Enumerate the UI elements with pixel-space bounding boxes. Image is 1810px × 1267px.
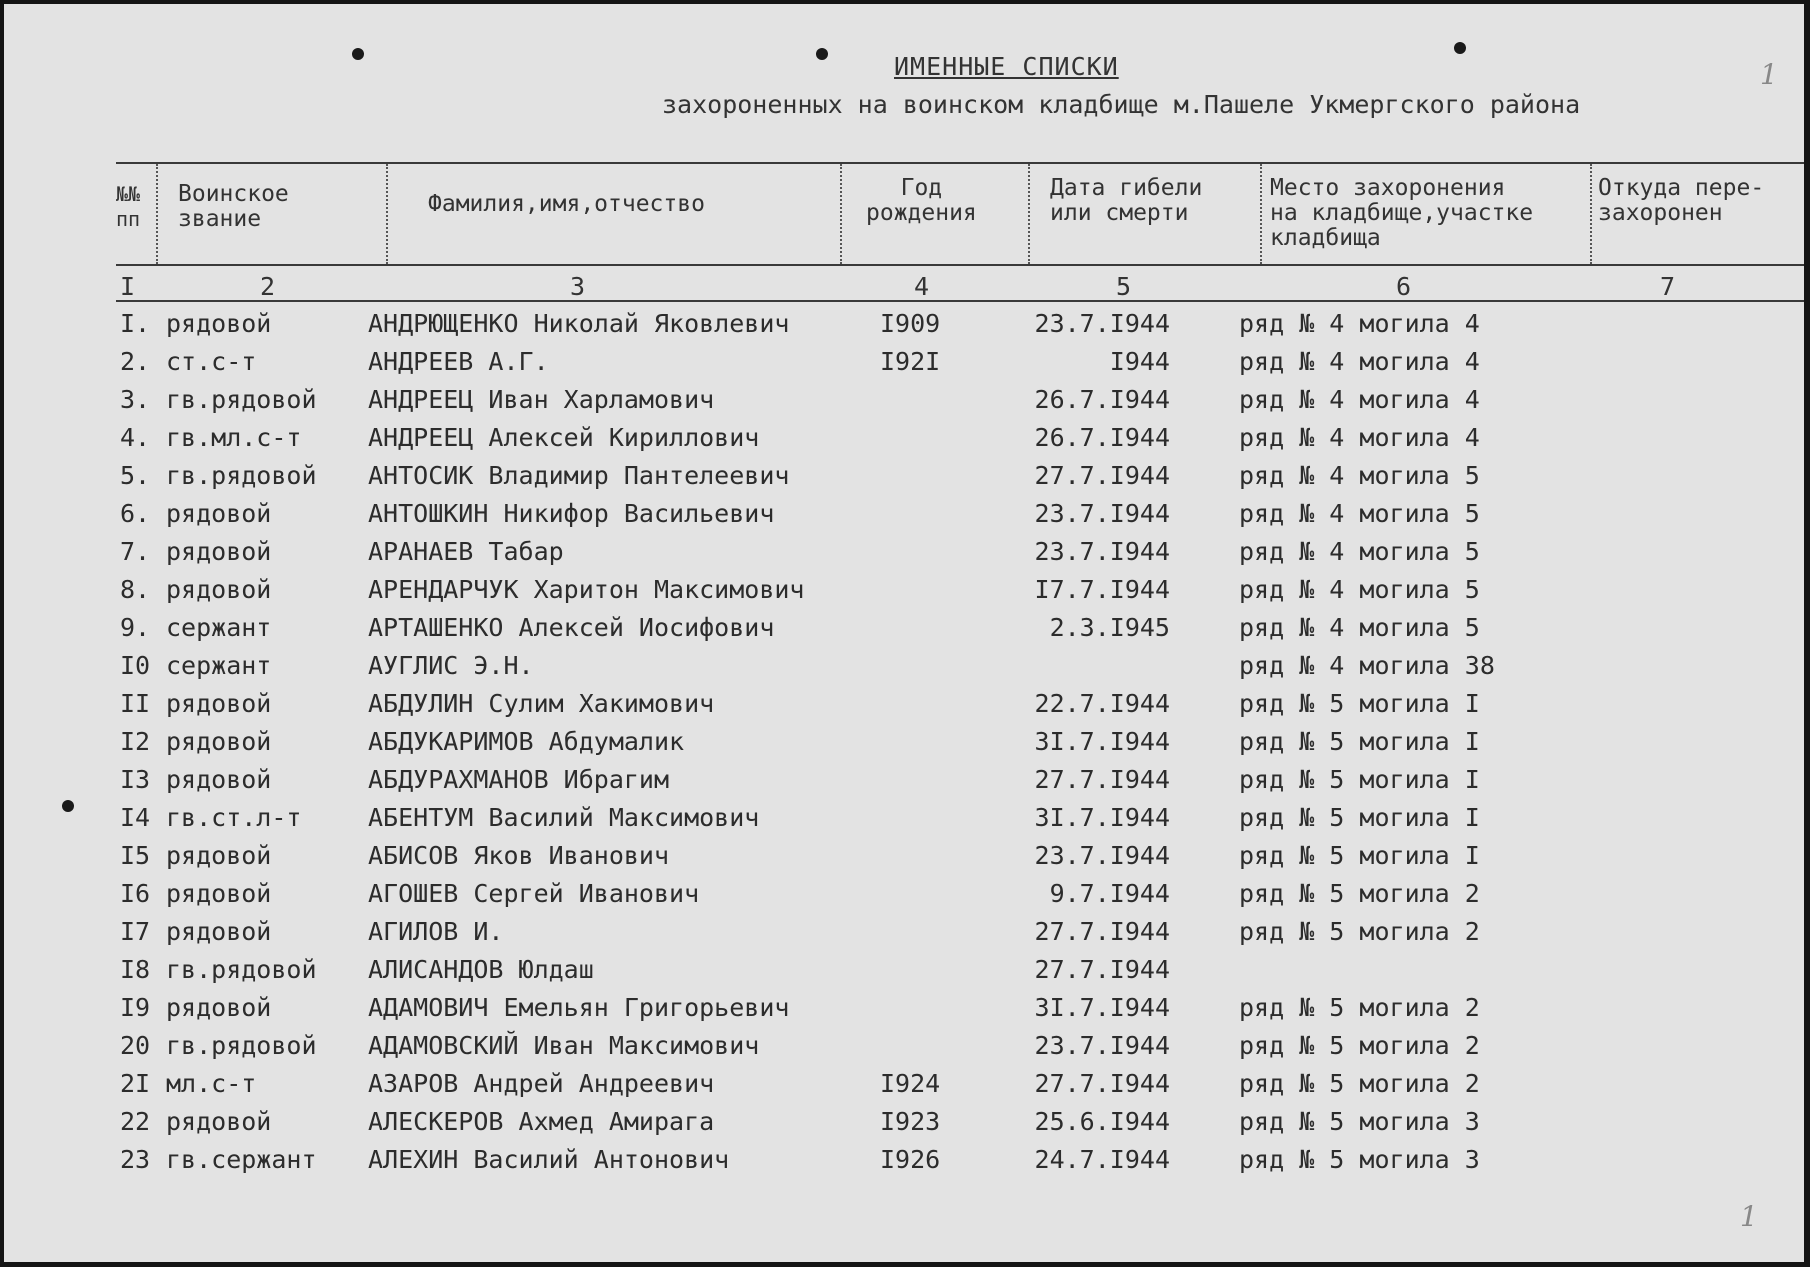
row-number: I7 <box>120 917 151 946</box>
row-number: I6 <box>120 879 151 908</box>
punch-hole-center <box>816 48 828 60</box>
col-separator <box>386 164 388 264</box>
col-separator <box>1028 164 1030 264</box>
row-number: 20 <box>120 1031 151 1060</box>
table-row <box>4 993 1804 1031</box>
table-colnum-rule <box>116 300 1804 302</box>
row-number: 7. <box>120 537 151 566</box>
row-name: АГОШЕВ Сергей Иванович <box>368 879 700 908</box>
table-header-rule <box>116 264 1804 266</box>
row-burial-place: ряд № 4 могила 4 <box>1239 385 1480 414</box>
row-burial-place: ряд № 5 могила I <box>1239 765 1480 794</box>
row-birth-year: I926 <box>880 1145 941 1174</box>
row-birth-year: I924 <box>880 1069 941 1098</box>
row-rank: ст.с-т <box>166 347 257 376</box>
row-number: 2I <box>120 1069 151 1098</box>
row-burial-place: ряд № 5 могила 2 <box>1239 1069 1480 1098</box>
table-row <box>4 841 1804 879</box>
row-name: АРАНАЕВ Табар <box>368 537 564 566</box>
row-number: 4. <box>120 423 151 452</box>
table-row <box>4 803 1804 841</box>
row-name: АБДУРАХМАНОВ Ибрагим <box>368 765 670 794</box>
row-number: II <box>120 689 151 718</box>
row-rank: гв.рядовой <box>166 1031 317 1060</box>
row-name: АДАМОВСКИЙ Иван Максимович <box>368 1031 760 1060</box>
row-rank: гв.сержант <box>166 1145 317 1174</box>
row-number: 23 <box>120 1145 151 1174</box>
punch-hole-left <box>352 48 364 60</box>
row-burial-place: ряд № 5 могила 2 <box>1239 993 1480 1022</box>
row-name: АРЕНДАРЧУК Харитон Максимович <box>368 575 805 604</box>
row-name: АЗАРОВ Андрей Андреевич <box>368 1069 715 1098</box>
row-burial-place: ряд № 5 могила I <box>1239 841 1480 870</box>
page-number-top: 1 <box>1760 58 1778 91</box>
row-name: АРТАШЕНКО Алексей Иосифович <box>368 613 775 642</box>
table-row <box>4 613 1804 651</box>
row-death-date: 23.7.I944 <box>1034 537 1170 566</box>
row-rank: сержант <box>166 651 272 680</box>
row-death-date: 9.7.I944 <box>1049 879 1170 908</box>
row-death-date: 27.7.I944 <box>1034 1069 1170 1098</box>
row-burial-place: ряд № 4 могила 4 <box>1239 347 1480 376</box>
table-row <box>4 1069 1804 1107</box>
table-row <box>4 689 1804 727</box>
table-row <box>4 537 1804 575</box>
row-burial-place: ряд № 4 могила 38 <box>1239 651 1495 680</box>
row-number: I3 <box>120 765 151 794</box>
row-death-date: 22.7.I944 <box>1034 689 1170 718</box>
col-separator <box>1260 164 1262 264</box>
row-number: 9. <box>120 613 151 642</box>
row-name: АЛЕСКЕРОВ Ахмед Амирага <box>368 1107 715 1136</box>
row-name: АБЕНТУМ Василий Максимович <box>368 803 760 832</box>
row-death-date: 27.7.I944 <box>1034 461 1170 490</box>
row-rank: рядовой <box>166 575 272 604</box>
row-death-date: 23.7.I944 <box>1034 1031 1170 1060</box>
table-row <box>4 651 1804 689</box>
table-row <box>4 1031 1804 1069</box>
col-header-origin: Откуда пере- захоронен <box>1598 175 1765 226</box>
row-rank: рядовой <box>166 765 272 794</box>
col-header-place: Место захоронения на кладбище,участке кладбища <box>1270 175 1534 251</box>
row-name: АДАМОВИЧ Емельян Григорьевич <box>368 993 790 1022</box>
row-burial-place: ряд № 5 могила 3 <box>1239 1107 1480 1136</box>
row-name: АЛИСАНДОВ Юлдаш <box>368 955 594 984</box>
col-number-5: 5 <box>1116 272 1132 301</box>
row-burial-place: ряд № 4 могила 5 <box>1239 461 1480 490</box>
row-number: 3. <box>120 385 151 414</box>
row-death-date: 2.3.I945 <box>1049 613 1170 642</box>
row-name: АГИЛОВ И. <box>368 917 504 946</box>
row-rank: рядовой <box>166 727 272 756</box>
table-row <box>4 955 1804 993</box>
row-death-date: 3I.7.I944 <box>1034 803 1170 832</box>
table-row <box>4 499 1804 537</box>
table-row <box>4 309 1804 347</box>
row-rank: рядовой <box>166 499 272 528</box>
table-top-rule <box>116 162 1804 164</box>
row-death-date: 3I.7.I944 <box>1034 993 1170 1022</box>
row-number: I9 <box>120 993 151 1022</box>
row-burial-place: ряд № 4 могила 5 <box>1239 499 1480 528</box>
row-number: I. <box>120 309 151 338</box>
col-separator <box>1590 164 1592 264</box>
row-rank: рядовой <box>166 689 272 718</box>
row-number: I4 <box>120 803 151 832</box>
row-burial-place: ряд № 4 могила 4 <box>1239 309 1480 338</box>
row-rank: гв.рядовой <box>166 955 317 984</box>
row-death-date: 27.7.I944 <box>1034 955 1170 984</box>
col-header-year: Год рождения <box>866 175 977 226</box>
document-sheet <box>4 4 1804 1262</box>
table-row <box>4 1145 1804 1183</box>
row-number: I5 <box>120 841 151 870</box>
row-death-date: I7.7.I944 <box>1034 575 1170 604</box>
col-header-date: Дата гибели или смерти <box>1050 175 1203 226</box>
col-separator <box>156 164 158 264</box>
row-death-date: 23.7.I944 <box>1034 841 1170 870</box>
col-header-number: №№ пп <box>116 182 141 231</box>
row-burial-place: ряд № 5 могила 2 <box>1239 879 1480 908</box>
row-burial-place: ряд № 5 могила I <box>1239 803 1480 832</box>
col-separator <box>840 164 842 264</box>
col-header-rank: Воинское звание <box>178 181 289 232</box>
row-name: АНТОШКИН Никифор Васильевич <box>368 499 775 528</box>
col-number-6: 6 <box>1396 272 1412 301</box>
row-birth-year: I923 <box>880 1107 941 1136</box>
col-number-4: 4 <box>914 272 930 301</box>
row-burial-place: ряд № 5 могила I <box>1239 689 1480 718</box>
row-death-date: 26.7.I944 <box>1034 385 1170 414</box>
row-name: АНТОСИК Владимир Пантелеевич <box>368 461 790 490</box>
table-row <box>4 727 1804 765</box>
row-burial-place: ряд № 5 могила 3 <box>1239 1145 1480 1174</box>
row-number: 2. <box>120 347 151 376</box>
col-header-name: Фамилия,имя,отчество <box>428 191 705 217</box>
row-rank: рядовой <box>166 879 272 908</box>
row-name: АБДУКАРИМОВ Абдумалик <box>368 727 685 756</box>
row-name: АБИСОВ Яков Иванович <box>368 841 670 870</box>
row-death-date: 24.7.I944 <box>1034 1145 1170 1174</box>
page-title: ИМЕННЫЕ СПИСКИ <box>894 52 1119 81</box>
row-number: 8. <box>120 575 151 604</box>
row-name: АНДРЕЕВ А.Г. <box>368 347 549 376</box>
row-name: АНДРЮЩЕНКО Николай Яковлевич <box>368 309 790 338</box>
page-mark-bottom: 1 <box>1740 1200 1758 1233</box>
row-burial-place: ряд № 4 могила 4 <box>1239 423 1480 452</box>
row-death-date: I944 <box>1109 347 1170 376</box>
row-rank: гв.ст.л-т <box>166 803 302 832</box>
row-rank: гв.рядовой <box>166 385 317 414</box>
col-number-3: 3 <box>570 272 586 301</box>
row-burial-place: ряд № 4 могила 5 <box>1239 537 1480 566</box>
row-death-date: 23.7.I944 <box>1034 499 1170 528</box>
row-number: I0 <box>120 651 151 680</box>
row-name: АЛЕХИН Василий Антонович <box>368 1145 730 1174</box>
row-birth-year: I909 <box>880 309 941 338</box>
row-rank: гв.рядовой <box>166 461 317 490</box>
row-burial-place: ряд № 4 могила 5 <box>1239 613 1480 642</box>
table-row <box>4 385 1804 423</box>
row-name: АНДРЕЕЦ Иван Харламович <box>368 385 715 414</box>
punch-hole-right <box>1454 42 1466 54</box>
table-row <box>4 423 1804 461</box>
row-rank: мл.с-т <box>166 1069 257 1098</box>
row-rank: рядовой <box>166 1107 272 1136</box>
row-death-date: 27.7.I944 <box>1034 917 1170 946</box>
row-death-date: 25.6.I944 <box>1034 1107 1170 1136</box>
row-rank: рядовой <box>166 993 272 1022</box>
table-row <box>4 461 1804 499</box>
page-subtitle: захороненных на воинском кладбище м.Пашеле Укмергского района <box>662 90 1581 119</box>
row-death-date: 23.7.I944 <box>1034 309 1170 338</box>
row-rank: гв.мл.с-т <box>166 423 302 452</box>
row-rank: рядовой <box>166 841 272 870</box>
row-death-date: 3I.7.I944 <box>1034 727 1170 756</box>
table-row <box>4 917 1804 955</box>
table-row <box>4 765 1804 803</box>
row-burial-place: ряд № 5 могила 2 <box>1239 917 1480 946</box>
row-death-date: 26.7.I944 <box>1034 423 1170 452</box>
row-rank: рядовой <box>166 537 272 566</box>
row-number: I8 <box>120 955 151 984</box>
row-rank: сержант <box>166 613 272 642</box>
col-number-7: 7 <box>1660 272 1676 301</box>
row-name: АУГЛИС Э.Н. <box>368 651 534 680</box>
col-number-1: I <box>120 272 136 301</box>
table-row <box>4 1107 1804 1145</box>
row-number: 22 <box>120 1107 151 1136</box>
row-name: АНДРЕЕЦ Алексей Кириллович <box>368 423 760 452</box>
row-birth-year: I92I <box>880 347 941 376</box>
col-number-2: 2 <box>260 272 276 301</box>
table-row <box>4 575 1804 613</box>
table-row <box>4 347 1804 385</box>
row-name: АБДУЛИН Сулим Хакимович <box>368 689 715 718</box>
row-burial-place: ряд № 4 могила 5 <box>1239 575 1480 604</box>
row-burial-place: ряд № 5 могила I <box>1239 727 1480 756</box>
row-number: 6. <box>120 499 151 528</box>
table-row <box>4 879 1804 917</box>
row-rank: рядовой <box>166 309 272 338</box>
row-number: 5. <box>120 461 151 490</box>
row-rank: рядовой <box>166 917 272 946</box>
row-death-date: 27.7.I944 <box>1034 765 1170 794</box>
row-burial-place: ряд № 5 могила 2 <box>1239 1031 1480 1060</box>
row-number: I2 <box>120 727 151 756</box>
